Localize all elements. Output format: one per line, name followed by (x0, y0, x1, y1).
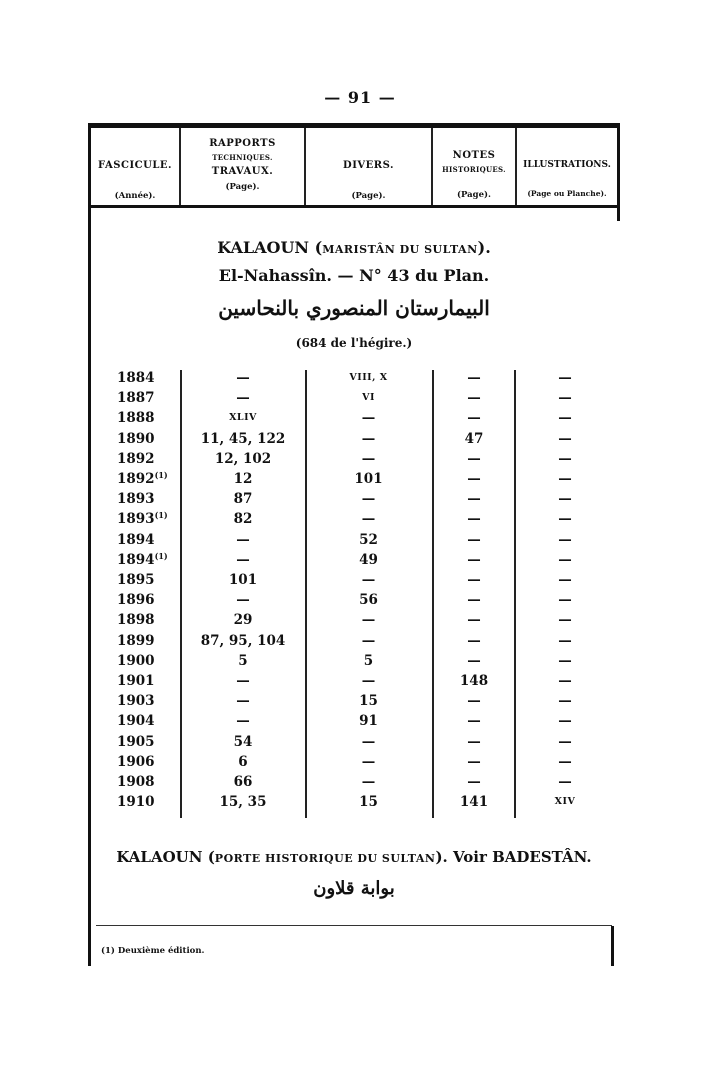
cell-year (117, 671, 179, 691)
cell-notes: — (467, 390, 481, 407)
year-text: 1893 (117, 511, 155, 528)
cell-divers: — (361, 632, 376, 649)
table-row (0, 590, 720, 610)
cell-rapports: — (236, 531, 250, 548)
year-text: 1887 (117, 390, 155, 407)
year-text: 1908 (117, 774, 155, 790)
cell-illustrations: — (558, 430, 572, 447)
cell-year (117, 469, 179, 489)
cell-divers: — (361, 572, 376, 588)
page-number: — 91 — (324, 88, 396, 107)
cell-year (117, 408, 179, 428)
table-row (0, 631, 720, 651)
cell-year (117, 732, 179, 752)
cell-year (117, 449, 179, 469)
cell-year (117, 752, 179, 772)
cell-notes: — (467, 491, 481, 508)
cell-illustrations: — (558, 491, 572, 508)
cell-rapports: 29 (233, 612, 253, 629)
cell-notes: — (467, 592, 481, 609)
table-row (0, 368, 720, 388)
cell-illustrations: — (558, 673, 572, 689)
footnote-marker: (1) (154, 470, 168, 480)
cell-notes: — (467, 531, 481, 548)
cell-notes: — (467, 572, 481, 588)
cell-illustrations: — (558, 511, 572, 528)
cell-illustrations: — (558, 774, 572, 790)
cell-divers: — (361, 511, 376, 528)
cell-divers: 91 (359, 713, 378, 730)
cell-rapports: 66 (233, 774, 253, 790)
cell-rapports: — (236, 551, 250, 568)
cell-notes: — (467, 612, 481, 629)
cell-rapports: — (236, 370, 250, 386)
year-text: 1901 (117, 673, 155, 689)
cell-divers: 52 (359, 531, 378, 548)
table-row (0, 530, 720, 550)
cell-rapports: XLIV (229, 412, 257, 424)
cell-notes: — (467, 370, 481, 386)
table-row (0, 489, 720, 509)
table-row (0, 691, 720, 711)
cell-notes: 148 (459, 673, 489, 689)
cell-rapports: 12, 102 (214, 450, 272, 467)
cell-rapports: 11, 45, 122 (200, 430, 286, 447)
year-text: 1892 (117, 450, 155, 467)
year-text: 1904 (117, 713, 155, 730)
year-text: 1898 (117, 612, 155, 629)
cell-year (117, 530, 179, 550)
frame-right-rule-lower (611, 926, 614, 966)
cell-divers: — (361, 430, 376, 447)
cell-illustrations: XIV (554, 796, 576, 808)
cell-notes: — (467, 632, 481, 649)
cell-year (117, 631, 179, 651)
cell-notes: 141 (459, 794, 489, 811)
header-divers: DIVERS. (Page). (343, 160, 394, 201)
table-row (0, 711, 720, 731)
cell-illustrations: — (558, 652, 572, 669)
cell-rapports: 5 (238, 652, 248, 669)
year-text: 1894 (117, 551, 155, 568)
year-text: 1893 (117, 491, 155, 508)
cell-notes: 47 (464, 430, 484, 447)
cell-illustrations: — (558, 753, 572, 770)
table-row (0, 732, 720, 752)
footnote-marker: (1) (154, 510, 168, 521)
table-row (0, 550, 720, 570)
cell-year (117, 772, 179, 792)
year-text: 1910 (117, 794, 155, 811)
header-notes: NOTES HISTORIQUES. (Page). (442, 150, 506, 201)
cell-divers: — (361, 774, 376, 790)
cell-illustrations: — (558, 572, 572, 588)
cell-year (117, 388, 179, 408)
cell-notes: — (467, 693, 481, 710)
table-row (0, 772, 720, 792)
year-text: 1892 (117, 471, 155, 487)
year-text: 1899 (117, 632, 155, 649)
cell-year (117, 792, 179, 812)
table-row (0, 449, 720, 469)
cell-year (117, 590, 179, 610)
cell-rapports: — (236, 673, 250, 689)
table-row (0, 651, 720, 671)
cell-rapports: 6 (238, 753, 248, 770)
cell-divers: — (361, 612, 376, 629)
cell-divers: 56 (359, 592, 378, 609)
cell-rapports: — (236, 713, 250, 730)
cell-divers: VI (362, 392, 375, 404)
cell-illustrations: — (558, 531, 572, 548)
year-text: 1900 (117, 652, 155, 669)
cell-rapports: 87, 95, 104 (200, 632, 286, 649)
cell-divers: 49 (359, 551, 378, 568)
cell-rapports: 87 (233, 491, 253, 508)
cell-divers: 15 (359, 794, 378, 811)
frame-top-rule (88, 123, 620, 128)
table-row (0, 752, 720, 772)
cell-illustrations: — (558, 390, 572, 407)
cell-divers: — (361, 491, 376, 508)
second-entry-title: KALAOUN (PORTE HISTORIQUE DU SULTAN). Voir BADESTÂN. (116, 848, 592, 866)
cell-year (117, 691, 179, 711)
cell-illustrations: — (558, 592, 572, 609)
cell-rapports: — (236, 390, 250, 407)
cell-rapports: 82 (233, 511, 253, 528)
cell-notes: — (467, 471, 481, 487)
cell-year (117, 570, 179, 590)
header-fascicule: FASCICULE. (Année). (98, 160, 172, 201)
section-title: KALAOUN (MARISTÂN DU SULTAN). (217, 238, 491, 257)
cell-notes: — (467, 733, 481, 750)
cell-year (117, 509, 179, 529)
footnote-rule (96, 925, 612, 926)
cell-illustrations: — (558, 693, 572, 710)
table-row (0, 671, 720, 691)
section-subtitle: El-Nahassîn. — N° 43 du Plan. (218, 266, 490, 285)
cell-illustrations: — (558, 733, 572, 750)
cell-divers: — (361, 753, 376, 770)
table-row (0, 792, 720, 812)
cell-rapports: — (236, 693, 250, 710)
year-text: 1896 (117, 592, 155, 609)
table-row (0, 469, 720, 489)
table-row (0, 610, 720, 630)
table-row (0, 388, 720, 408)
cell-rapports: — (236, 592, 250, 609)
cell-illustrations: — (558, 713, 572, 730)
cell-illustrations: — (558, 612, 572, 629)
cell-notes: — (467, 713, 481, 730)
cell-notes: — (467, 450, 481, 467)
year-text: 1895 (117, 572, 155, 588)
cell-rapports: 15, 35 (219, 794, 267, 811)
cell-rapports: 54 (233, 733, 253, 750)
cell-year (117, 429, 179, 449)
header-bottom-rule (88, 205, 620, 208)
header-illustrations: ILLUSTRATIONS. (Page ou Planche). (523, 160, 611, 199)
cell-year (117, 711, 179, 731)
section-hegire: (684 de l'hégire.) (295, 336, 413, 350)
cell-notes: — (467, 410, 481, 427)
cell-notes: — (467, 551, 481, 568)
cell-divers: — (361, 410, 376, 427)
cell-illustrations: — (558, 632, 572, 649)
cell-rapports: 12 (233, 471, 253, 487)
year-text: 1884 (117, 370, 155, 386)
cell-illustrations: — (558, 551, 572, 568)
year-text: 1894 (117, 531, 155, 548)
cell-year (117, 651, 179, 671)
table-row (0, 570, 720, 590)
table-row (0, 429, 720, 449)
cell-divers: — (361, 733, 376, 750)
cell-notes: — (467, 774, 481, 790)
section-arabic-title: البيمارستان المنصوري بالنحاسين (218, 296, 490, 320)
cell-notes: — (467, 753, 481, 770)
cell-divers: VIII, X (349, 372, 388, 383)
cell-divers: 101 (354, 471, 383, 487)
footnote-marker: (1) (154, 550, 168, 561)
cell-year (117, 368, 179, 388)
cell-divers: 5 (363, 652, 374, 669)
footnote: (1) Deuxième édition. (101, 946, 205, 956)
cell-illustrations: — (558, 410, 572, 427)
second-entry-arabic: بوابة قلاون (313, 878, 395, 899)
table-row (0, 509, 720, 529)
cell-divers: — (361, 450, 376, 467)
cell-illustrations: — (558, 450, 572, 467)
cell-illustrations: — (558, 370, 572, 386)
cell-divers: 15 (359, 693, 378, 710)
year-text: 1905 (117, 733, 155, 750)
year-text: 1888 (117, 410, 155, 427)
year-text: 1890 (117, 430, 155, 447)
table-row (0, 408, 720, 428)
header-rapports: RAPPORTS TECHNIQUES. TRAVAUX. (Page). (209, 138, 276, 192)
year-text: 1903 (117, 693, 155, 710)
cell-divers: — (361, 673, 376, 689)
cell-year (117, 550, 179, 570)
year-text: 1906 (117, 753, 155, 770)
cell-year (117, 489, 179, 509)
cell-year (117, 610, 179, 630)
cell-notes: — (467, 652, 481, 669)
cell-rapports: 101 (228, 572, 258, 588)
cell-notes: — (467, 511, 481, 528)
cell-illustrations: — (558, 471, 572, 487)
